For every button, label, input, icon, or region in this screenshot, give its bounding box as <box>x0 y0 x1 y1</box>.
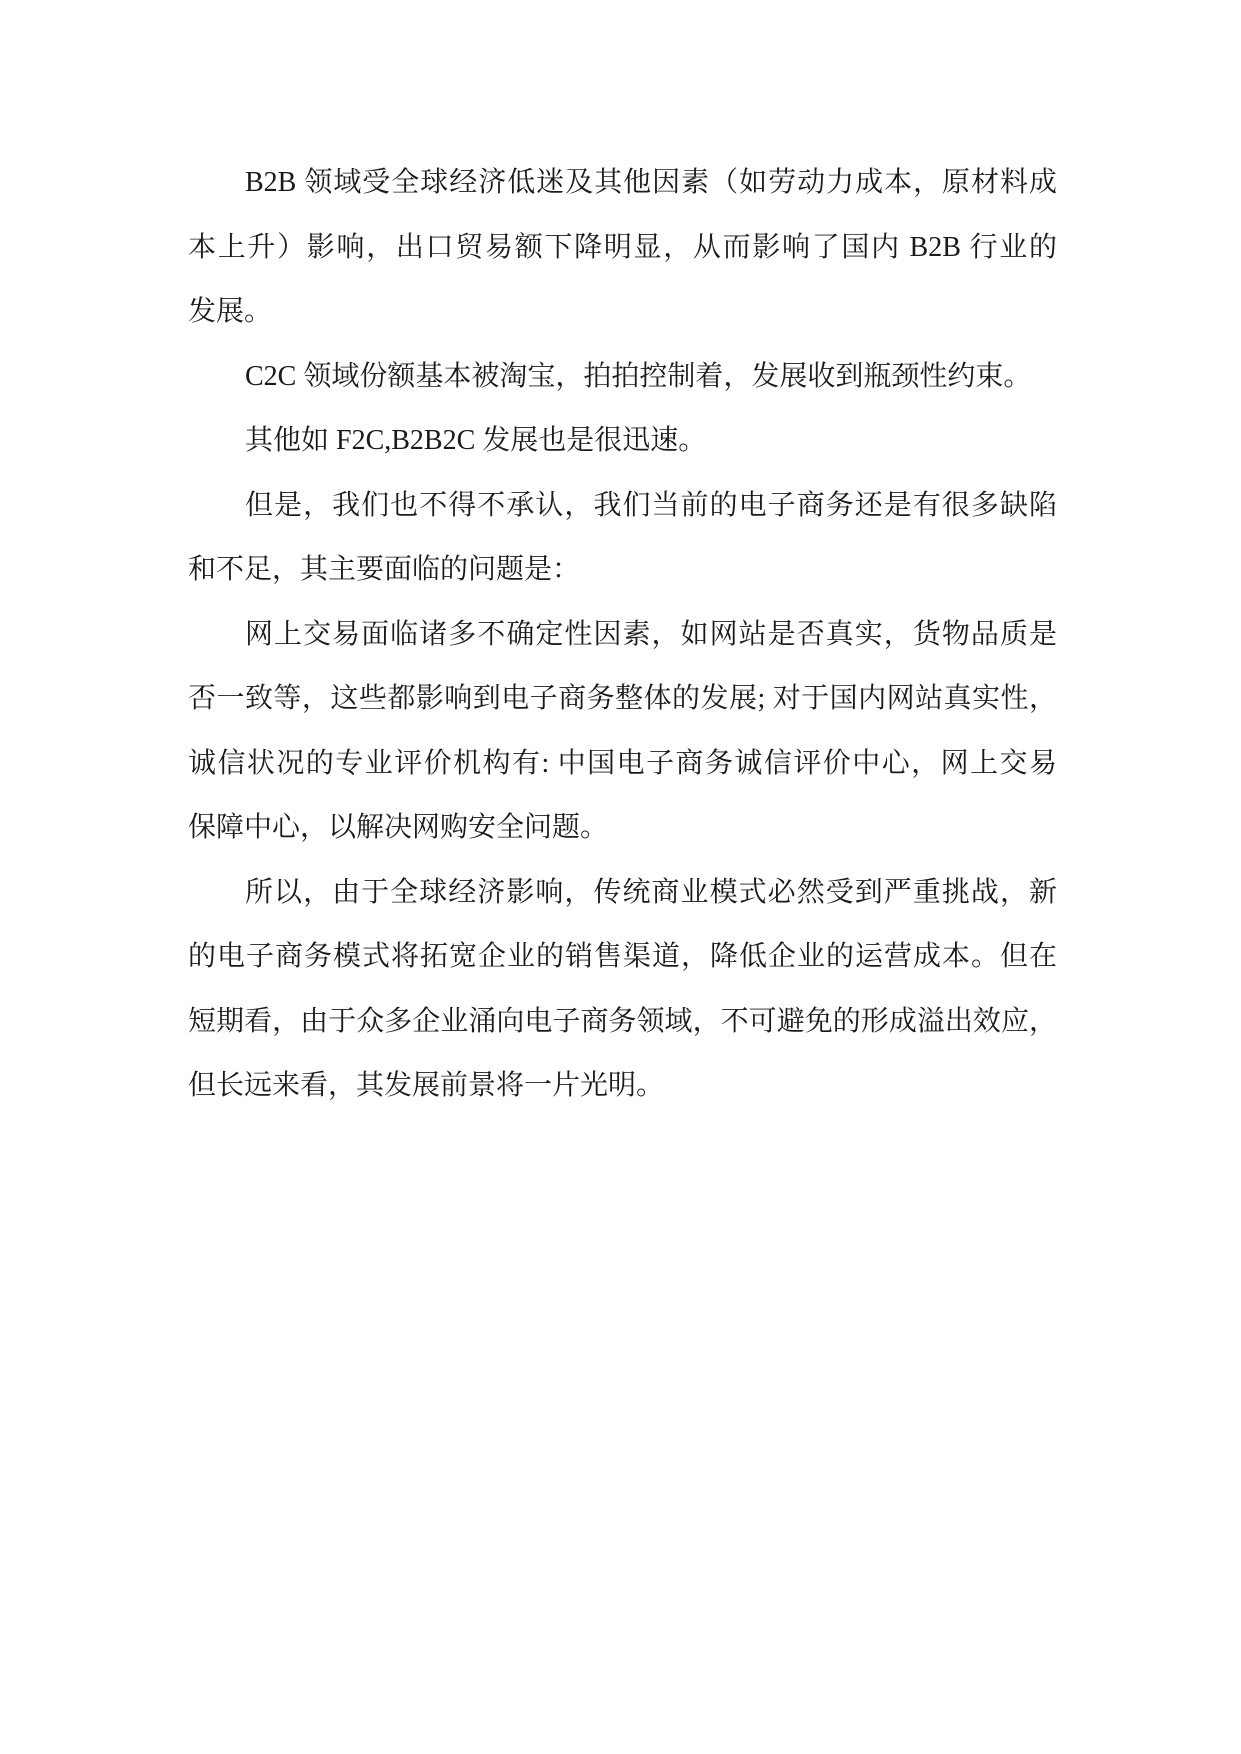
text-line: 但是，我们也不得不承认，我们当前的电子商务还是有很多缺陷 <box>245 489 1057 521</box>
text-line: 但长远来看，其发展前景将一片光明。 <box>188 1070 665 1101</box>
paragraph <box>188 151 1057 345</box>
text-line: 本上升）影响，出口贸易额下降明显，从而影响了国内 B2B 行业的 <box>188 231 1057 263</box>
paragraph <box>188 409 1057 474</box>
text-line: 网上交易面临诸多不确定性因素，如网站是否真实，货物品质是 <box>245 618 1057 650</box>
text-line: 保障中心，以解决网购安全问题。 <box>188 812 609 843</box>
text-line: 的电子商务模式将拓宽企业的销售渠道，降低企业的运营成本。但在 <box>188 941 1057 972</box>
text-line: 其他如 F2C,B2B2C 发展也是很迅速。 <box>245 425 707 456</box>
document-body <box>188 151 1057 1119</box>
text-line: 发展。 <box>188 296 273 327</box>
text-line: 所以，由于全球经济影响，传统商业模式必然受到严重挑战，新 <box>245 876 1057 908</box>
text-line: 短期看，由于众多企业涌向电子商务领域，不可避免的形成溢出效应， <box>188 1005 1057 1037</box>
paragraph <box>188 603 1057 861</box>
text-line: 否一致等，这些都影响到电子商务整体的发展; 对于国内网站真实性， <box>188 683 1057 714</box>
paragraph <box>188 861 1057 1119</box>
paragraph <box>188 345 1057 410</box>
text-line: 诚信状况的专业评价机构有: 中国电子商务诚信评价中心，网上交易 <box>188 747 1057 779</box>
text-line: B2B 领域受全球经济低迷及其他因素（如劳动力成本，原材料成 <box>245 167 1057 198</box>
paragraph <box>188 474 1057 603</box>
text-line: C2C 领域份额基本被淘宝，拍拍控制着，发展收到瓶颈性约束。 <box>245 360 1032 392</box>
text-line: 和不足，其主要面临的问题是： <box>188 554 581 585</box>
